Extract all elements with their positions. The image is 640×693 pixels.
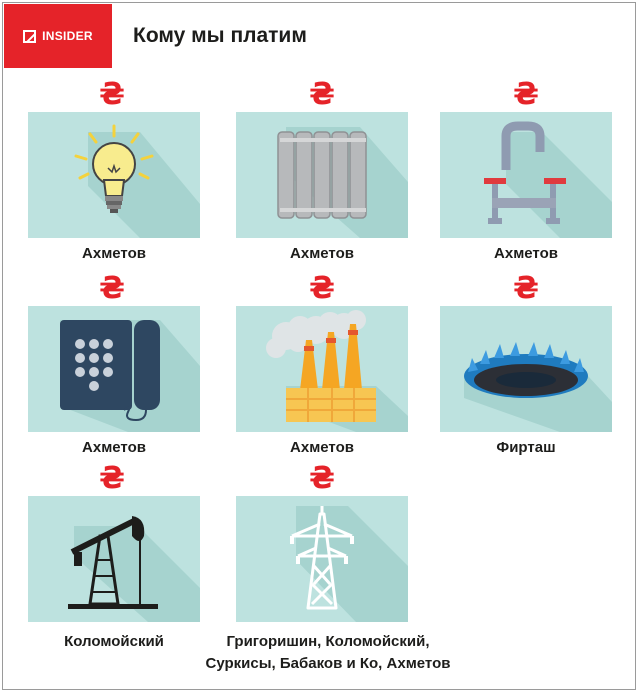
hryvnia-icon: ₴ xyxy=(99,461,125,496)
item-label: Ахметов xyxy=(290,245,354,262)
tile-oil xyxy=(28,496,200,622)
hryvnia-icon: ₴ xyxy=(513,271,539,306)
power-tower-icon xyxy=(236,496,408,622)
tile-water xyxy=(440,112,612,238)
gas-burner-icon xyxy=(440,306,612,432)
water-tap-icon xyxy=(440,112,612,238)
item-label: Коломойский xyxy=(64,633,164,650)
item-label-line-1: Григоришин, Коломойский, xyxy=(226,633,430,650)
telephone-icon xyxy=(28,306,200,432)
insider-logo-mark-icon xyxy=(23,30,36,43)
item-label: Ахметов xyxy=(494,245,558,262)
factory-icon xyxy=(236,306,408,432)
item-label: Ахметов xyxy=(290,439,354,456)
light-bulb-icon xyxy=(28,112,200,238)
item-label: Фирташ xyxy=(496,439,556,456)
item-label: Ахметов xyxy=(82,245,146,262)
tile-industry xyxy=(236,306,408,432)
item-label: Ахметов xyxy=(82,439,146,456)
radiator-icon xyxy=(236,112,408,238)
hryvnia-icon: ₴ xyxy=(309,271,335,306)
item-label-line-2: Суркисы, Бабаков и Ко, Ахметов xyxy=(205,655,451,672)
hryvnia-icon: ₴ xyxy=(309,461,335,496)
tile-electricity xyxy=(28,112,200,238)
tile-gas xyxy=(440,306,612,432)
tile-telephone xyxy=(28,306,200,432)
hryvnia-icon: ₴ xyxy=(99,271,125,306)
hryvnia-icon: ₴ xyxy=(99,77,125,112)
tile-heating xyxy=(236,112,408,238)
tile-power-grid xyxy=(236,496,408,622)
logo-text: INSIDER xyxy=(42,29,93,43)
oil-pump-icon xyxy=(28,496,200,622)
insider-logo[interactable] xyxy=(4,4,112,68)
hryvnia-icon: ₴ xyxy=(513,77,539,112)
page-title: Кому мы платим xyxy=(133,24,307,47)
hryvnia-icon: ₴ xyxy=(309,77,335,112)
